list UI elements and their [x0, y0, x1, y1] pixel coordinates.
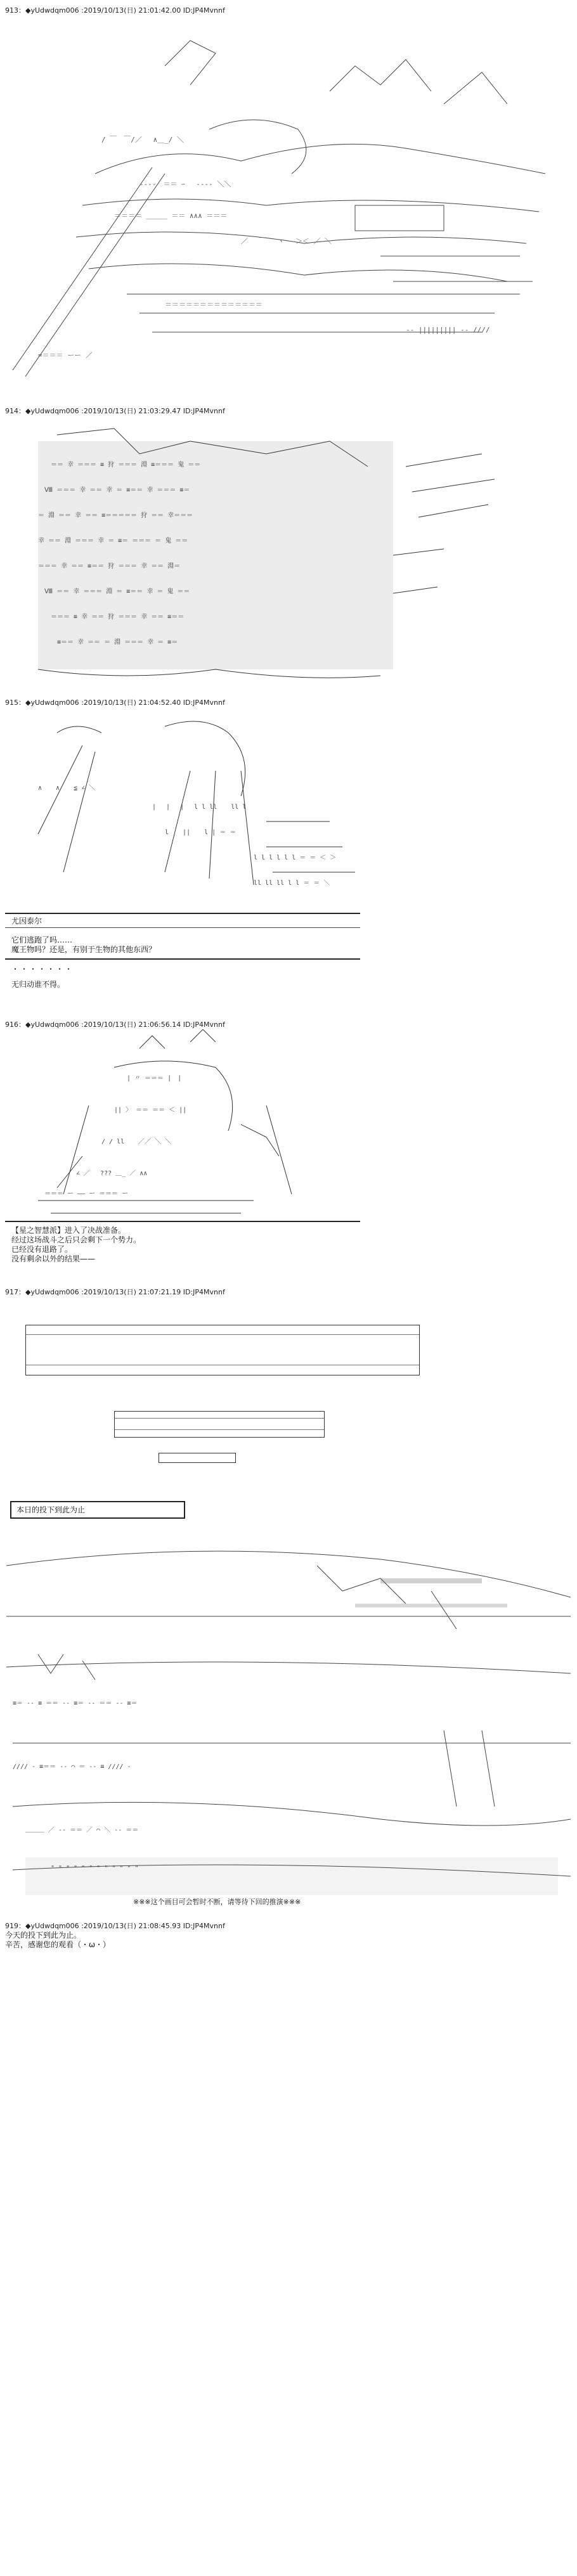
svg-text:＝ 淵 ＝＝ 幸 ＝＝ ≡＝＝＝＝＝ 狩 ＝＝ 幸＝＝＝: ＝ 淵 ＝＝ 幸 ＝＝ ≡＝＝＝＝＝ 狩 ＝＝ 幸＝＝＝ — [38, 512, 193, 519]
svg-text:≡＝＝ 幸 ＝＝ ＝ 淵 ＝＝＝ 幸 ＝ ≡＝: ≡＝＝ 幸 ＝＝ ＝ 淵 ＝＝＝ 幸 ＝ ≡＝ — [57, 639, 178, 646]
dialogue-line: 魔王物吗？还是，有别于生物的其他东西？ — [11, 945, 157, 954]
svg-text:＝＝＝ 幸 ＝＝ ≡＝＝ 狩 ＝＝＝ 幸 ＝＝ 淵＝: ＝＝＝ 幸 ＝＝ ≡＝＝ 狩 ＝＝＝ 幸 ＝＝ 淵＝ — [38, 563, 181, 570]
ascii-art-figures — [0, 707, 577, 904]
svg-text:Ⅷ ＝＝ 幸 ＝＝＝ 淵 ＝ ≡＝＝ 幸 ＝ 鬼 ＝＝: Ⅷ ＝＝ 幸 ＝＝＝ 淵 ＝ ≡＝＝ 幸 ＝ 鬼 ＝＝ — [44, 588, 190, 595]
svg-text:l l l l l l ＝ ＝ ＜ ＞: l l l l l l ＝ ＝ ＜ ＞ — [254, 854, 337, 861]
post-header: 917：◆yUdwdqm006 :2019/10/13(日) 21:07:21.19 ID:JP4Mvnnf — [5, 1288, 225, 1296]
svg-text://// ‐ ≡＝＝ ‐‐ ⌒ ＝ ‐‐ ≡ //// ‐: //// ‐ ≡＝＝ ‐‐ ⌒ ＝ ‐‐ ≡ //// ‐ — [13, 1763, 131, 1770]
svg-text:＿＿＿ ／ ‐‐ ＝＝ ／ ⌒ ＼ ‐‐ ＝＝: ＿＿＿ ／ ‐‐ ＝＝ ／ ⌒ ＼ ‐‐ ＝＝ — [25, 1827, 139, 1834]
svg-text:∠ ／ ??? ＿_ ／ ∧∧: ∠ ／ ??? ＿_ ／ ∧∧ — [76, 1170, 148, 1177]
svg-text:＝＝ 幸 ＝＝＝ ≡ 狩 ＝＝＝ 淵 ≡＝＝＝ 鬼 ＝＝: ＝＝ 幸 ＝＝＝ ≡ 狩 ＝＝＝ 淵 ≡＝＝＝ 鬼 ＝＝ — [51, 461, 201, 468]
svg-text:∧ ∧ ≦ ∠ ＼: ∧ ∧ ≦ ∠ ＼ — [38, 785, 96, 792]
svg-text:＝＝＝ ≡ 幸 ＝＝ 狩 ＝＝＝ 幸 ＝＝ ≡＝＝: ＝＝＝ ≡ 幸 ＝＝ 狩 ＝＝＝ 幸 ＝＝ ≡＝＝ — [51, 614, 185, 621]
svg-text:|| 〉 ＝＝ ＝＝ ＜ ||: || 〉 ＝＝ ＝＝ ＜ || — [114, 1107, 187, 1114]
dialogue-line: 经过这场战斗之后只会剩下一个势力。 — [11, 1235, 141, 1244]
svg-text:幸 ＝＝ 淵 ＝＝＝ 幸 ＝ ≡＝ ＝＝＝ ＝ 鬼 ＝＝: 幸 ＝＝ 淵 ＝＝＝ 幸 ＝ ≡＝ ＝＝＝ ＝ 鬼 ＝＝ — [38, 538, 188, 544]
ascii-art-dark-mass — [0, 416, 577, 695]
closing-line: 今天的投下到此为止。 — [5, 1931, 82, 1940]
svg-text:＝＝＝＝ ＿＿＿ ＝＝ ∧∧∧ ＝＝＝: ＝＝＝＝ ＿＿＿ ＝＝ ∧∧∧ ＝＝＝ — [114, 212, 228, 220]
post-header: 919：◆yUdwdqm006 :2019/10/13(日) 21:08:45.93 ID:JP4Mvnnf — [5, 1922, 225, 1930]
post-header: 913：◆yUdwdqm006 :2019/10/13(日) 21:01:42.00 ID:JP4Mvnnf — [5, 6, 225, 15]
ascii-art-figures-group — [0, 1029, 577, 1220]
ascii-art-scene — [0, 1540, 577, 2529]
dialogue-line: 【星之智慧派】进入了决战准备。 — [11, 1226, 126, 1235]
frame-large — [25, 1325, 420, 1375]
svg-text:ll ll ll l l ＝ ＝ ＼: ll ll ll l l ＝ ＝ ＼ — [254, 880, 330, 887]
svg-text:≡＝ ‐‐ ≡ ＝＝ ‐‐ ≡＝ ‐‐ ＝＝ ‐‐ ≡＝: ≡＝ ‐‐ ≡ ＝＝ ‐‐ ≡＝ ‐‐ ＝＝ ‐‐ ≡＝ — [13, 1700, 138, 1707]
svg-text:＝＝＝＝＝＝＝＝＝＝＝＝＝＝: ＝＝＝＝＝＝＝＝＝＝＝＝＝＝ — [165, 300, 263, 309]
ascii-art-two-figures — [0, 707, 577, 904]
dialogue-line: 无归动谁不得。 — [11, 980, 65, 989]
closing-line: 辛苦，感谢您的观看（・ω・） — [5, 1940, 111, 1949]
speaker-label: 尤因泰尔 — [11, 917, 42, 925]
closing-text: 本日的投下到此为止 — [16, 1505, 86, 1514]
dialogue-line: 没有剩余以外的结果—— — [11, 1254, 96, 1263]
post-header: 916：◆yUdwdqm006 :2019/10/13(日) 21:06:56.14 ID:JP4Mvnnf — [5, 1021, 225, 1029]
svg-text:" " " " " " " " " " " ": " " " " " " " " " " " " — [51, 1865, 139, 1872]
svg-text:l || l | ＝ ＝: l || l | ＝ ＝ — [165, 829, 237, 836]
divider-top — [5, 1221, 360, 1222]
svg-text:---‐ ＝＝ ｰ ‐‐‐‐ ＼＼: ---‐ ＝＝ ｰ ‐‐‐‐ ＼＼ — [139, 180, 231, 188]
dialogue-line: 它们逃跑了吗…… — [11, 936, 73, 944]
divider-mid — [5, 958, 360, 960]
divider-speaker — [5, 927, 360, 928]
frame-line — [115, 1429, 324, 1430]
frame-line — [26, 1334, 419, 1335]
svg-text:/ / ll ／／ ＼ ＼: / / ll ／／ ＼ ＼ — [101, 1138, 172, 1145]
post-header: 915：◆yUdwdqm006 :2019/10/13(日) 21:04:52.40 ID:JP4Mvnnf — [5, 699, 225, 707]
ascii-art-battle — [0, 15, 577, 383]
svg-text:| 〃 ＝＝＝ | |: | 〃 ＝＝＝ | | — [127, 1075, 182, 1082]
ascii-art-landscape — [0, 1540, 577, 2529]
frame-line — [115, 1418, 324, 1419]
ascii-art-sword-rider — [0, 15, 577, 383]
svg-text:／ ￣ ヽ ＞＜ ／ ＼: ／ ￣ ヽ ＞＜ ／ ＼ — [241, 237, 332, 245]
dialogue-dots: ・・・・・・・ — [11, 965, 74, 974]
svg-text:‐‐ ||||||||| ‐‐ ////: ‐‐ ||||||||| ‐‐ //// — [406, 326, 490, 334]
svg-text:| | | l l ll ll l: | | | l l ll ll l — [152, 804, 247, 811]
closing-banner — [10, 1501, 185, 1519]
svg-text:＝＝＝ ー ―― ー ＝＝＝ ー: ＝＝＝ ー ―― ー ＝＝＝ ー — [44, 1190, 129, 1197]
frame-small — [114, 1411, 325, 1438]
svg-text:Ⅷ ＝＝＝ 幸 ＝＝ 幸 ＝ ≡＝＝ 幸 ＝＝＝ ≡＝: Ⅷ ＝＝＝ 幸 ＝＝ 幸 ＝ ≡＝＝ 幸 ＝＝＝ ≡＝ — [44, 487, 190, 494]
divider-top — [5, 913, 360, 914]
svg-text:/ ￣ ￣/／ ∧＿_/ ＼: / ￣ ￣/／ ∧＿_/ ＼ — [101, 136, 184, 144]
footnote-note: ※※※这个画目可会暂时不断，请等待下回的推演※※※ — [133, 1898, 301, 1906]
ascii-art-army — [0, 1029, 577, 1220]
dialogue-line: 已经没有退路了。 — [11, 1245, 73, 1254]
post-header: 914：◆yUdwdqm006 :2019/10/13(日) 21:03:29.47 ID:JP4Mvnnf — [5, 407, 225, 415]
frame-tiny — [159, 1453, 236, 1463]
ascii-art-monster — [0, 416, 577, 695]
svg-text:=＝＝＝ ーー ／: =＝＝＝ ーー ／ — [38, 351, 93, 359]
